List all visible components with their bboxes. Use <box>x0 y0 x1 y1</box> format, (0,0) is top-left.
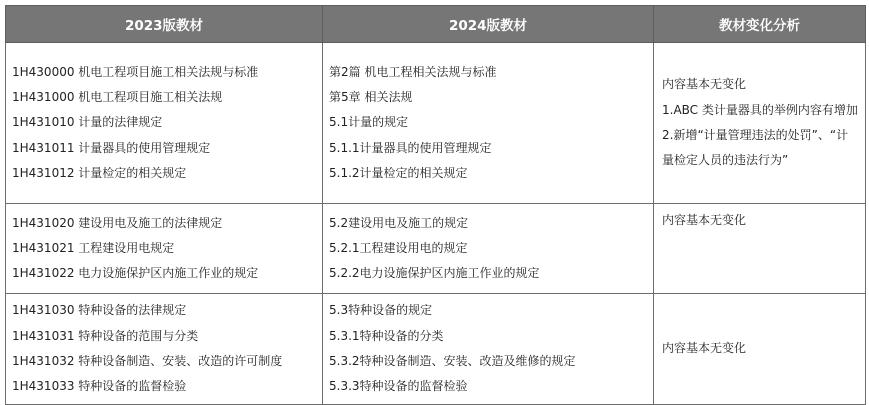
new-item: 5.1.1计量器具的使用管理规定 <box>329 140 492 155</box>
old-item: 1H431000 机电工程项目施工相关法规 <box>12 90 223 105</box>
table-row <box>6 43 866 204</box>
old-item: 1H431030 特种设备的法律规定 <box>12 303 187 318</box>
new-item: 第2篇 机电工程相关法规与标准 <box>329 64 497 79</box>
new-edition-cell <box>323 204 654 294</box>
new-item: 5.2建设用电及施工的规定 <box>329 215 469 230</box>
new-item: 5.3.2特种设备制造、安装、改造及维修的规定 <box>329 354 576 368</box>
new-item: 5.1.2计量检定的相关规定 <box>329 165 468 180</box>
analysis-text: 2.新增“计量管理违法的处罚”、“计量检定人员的违法行为” <box>662 128 849 168</box>
old-edition-cell <box>6 204 323 294</box>
old-item: 1H431022 电力设施保护区内施工作业的规定 <box>12 266 259 281</box>
table-row <box>6 294 866 405</box>
header-row <box>6 6 866 43</box>
old-item: 1H430000 机电工程项目施工相关法规与标准 <box>12 64 259 79</box>
old-item: 1H431012 计量检定的相关规定 <box>12 165 187 180</box>
new-item: 5.1计量的规定 <box>329 115 409 130</box>
old-item: 1H431032 特种设备制造、安装、改造的许可制度 <box>12 354 283 368</box>
analysis-cell <box>654 204 866 294</box>
old-edition-cell <box>6 294 323 405</box>
header-change-analysis: 教材变化分析 <box>654 6 866 43</box>
analysis-text: 内容基本无变化 <box>662 341 747 356</box>
new-item: 5.3特种设备的规定 <box>329 303 433 318</box>
analysis-text: 内容基本无变化 <box>662 77 747 92</box>
new-edition-cell <box>323 294 654 405</box>
new-item: 5.2.1工程建设用电的规定 <box>329 240 468 255</box>
textbook-comparison-table <box>5 5 866 405</box>
old-item: 1H431021 工程建设用电规定 <box>12 240 175 255</box>
header-2024-edition: 2024版教材 <box>323 6 654 43</box>
analysis-cell <box>654 294 866 405</box>
old-item: 1H431020 建设用电及施工的法律规定 <box>12 215 223 230</box>
new-item: 5.3.3特种设备的监督检验 <box>329 379 468 394</box>
old-item: 1H431033 特种设备的监督检验 <box>12 379 187 394</box>
header-2023-edition: 2023版教材 <box>6 6 323 43</box>
new-item: 5.2.2电力设施保护区内施工作业的规定 <box>329 266 540 281</box>
table-row <box>6 204 866 294</box>
old-item: 1H431011 计量器具的使用管理规定 <box>12 140 211 155</box>
new-item: 5.3.1特种设备的分类 <box>329 328 444 343</box>
analysis-text: 内容基本无变化 <box>662 213 747 227</box>
old-item: 1H431031 特种设备的范围与分类 <box>12 328 199 343</box>
analysis-text: 1.ABC 类计量器具的举例内容有增加 <box>662 102 858 117</box>
analysis-cell <box>654 43 866 204</box>
old-item: 1H431010 计量的法律规定 <box>12 115 163 130</box>
new-item: 第5章 相关法规 <box>329 90 413 105</box>
new-edition-cell <box>323 43 654 204</box>
old-edition-cell <box>6 43 323 204</box>
